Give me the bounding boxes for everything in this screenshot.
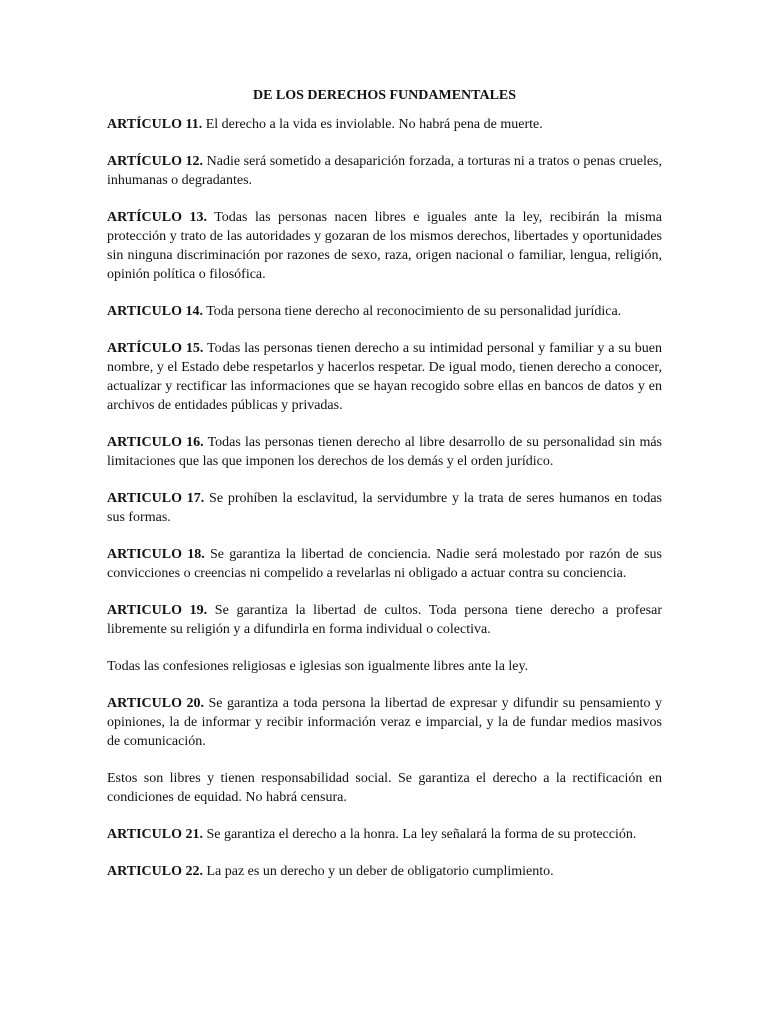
body-paragraph	[107, 657, 662, 676]
article-text: Se garantiza el derecho a la honra. La ley señalará la forma de su protección.	[202, 827, 637, 842]
body-paragraph	[107, 769, 662, 807]
article-paragraph	[107, 694, 662, 751]
article-paragraph	[107, 825, 662, 844]
article-heading: ARTICULO 14.	[107, 304, 203, 319]
article-paragraph	[107, 862, 662, 881]
article-text: Toda persona tiene derecho al reconocimiento de su personalidad jurídica.	[202, 304, 622, 319]
article-heading: ARTÍCULO 11.	[107, 117, 203, 132]
article-text: Se prohíben la esclavitud, la servidumbre y la trata de seres humanos en todas sus formas.	[107, 491, 663, 525]
article-paragraph	[107, 601, 662, 639]
article-heading: ARTICULO 17.	[107, 491, 205, 506]
article-heading: ARTICULO 22.	[107, 864, 203, 879]
article-text: Se garantiza la libertad de conciencia. Nadie será molestado por razón de sus convicciones o creencias ni compelido a revelarlas ni obligado a actuar contra su conciencia.	[107, 547, 662, 581]
article-text: Se garantiza a toda persona la libertad de expresar y difundir su pensamiento y opiniones, la de informar y recibir información veraz e imparcial, y la de fundar medios masivos de comunicación.	[107, 696, 662, 749]
article-heading: ARTÍCULO 13.	[107, 210, 207, 225]
article-text: Se garantiza la libertad de cultos. Toda persona tiene derecho a profesar libremente su religión y a difundirla en forma individual o colectiva.	[107, 603, 662, 637]
article-text: El derecho a la vida es inviolable. No habrá pena de muerte.	[202, 117, 543, 132]
article-text: Nadie será sometido a desaparición forzada, a torturas ni a tratos o penas crueles, inhumanas o degradantes.	[107, 154, 662, 188]
article-text: Todas las personas nacen libres e iguales ante la ley, recibirán la misma protección y trato de las autoridades y gozaran de los mismos derechos, libertades y oportunidades sin ninguna discriminación por razones de sexo, raza, origen nacional o familiar, lengua, religión, opinión política o filosófica.	[107, 210, 663, 282]
article-paragraph	[107, 302, 662, 321]
article-paragraph	[107, 545, 662, 583]
document-page	[107, 86, 662, 899]
article-paragraph	[107, 115, 662, 134]
document-title: DE LOS DERECHOS FUNDAMENTALES	[252, 88, 517, 103]
article-paragraph	[107, 208, 662, 284]
article-paragraph	[107, 339, 662, 415]
article-heading: ARTÍCULO 15.	[107, 341, 204, 356]
paragraph-text: Estos son libres y tienen responsabilidad social. Se garantiza el derecho a la rectificación en condiciones de equidad. No habrá censura.	[107, 771, 662, 805]
paragraph-text: Todas las confesiones religiosas e iglesias son igualmente libres ante la ley.	[107, 659, 529, 674]
article-heading: ARTÍCULO 12.	[107, 154, 204, 169]
article-paragraph	[107, 152, 662, 190]
article-text: Todas las personas tienen derecho a su intimidad personal y familiar y a su buen nombre, y el Estado debe respetarlos y hacerlos respetar. De igual modo, tienen derecho a conocer, actualizar y rectificar las informaciones que se hayan recogido sobre ellas en bancos de datos y en archivos de entidades públicas y privadas.	[107, 341, 662, 413]
article-heading: ARTICULO 21.	[107, 827, 203, 842]
article-text: La paz es un derecho y un deber de obligatorio cumplimiento.	[202, 864, 554, 879]
article-heading: ARTICULO 18.	[107, 547, 205, 562]
article-heading: ARTICULO 19.	[107, 603, 208, 618]
article-heading: ARTICULO 16.	[107, 435, 204, 450]
article-text: Todas las personas tienen derecho al libre desarrollo de su personalidad sin más limitaciones que las que imponen los derechos de los demás y el orden jurídico.	[107, 435, 662, 469]
article-paragraph	[107, 433, 662, 471]
article-heading: ARTICULO 20.	[107, 696, 204, 711]
article-paragraph	[107, 489, 662, 527]
